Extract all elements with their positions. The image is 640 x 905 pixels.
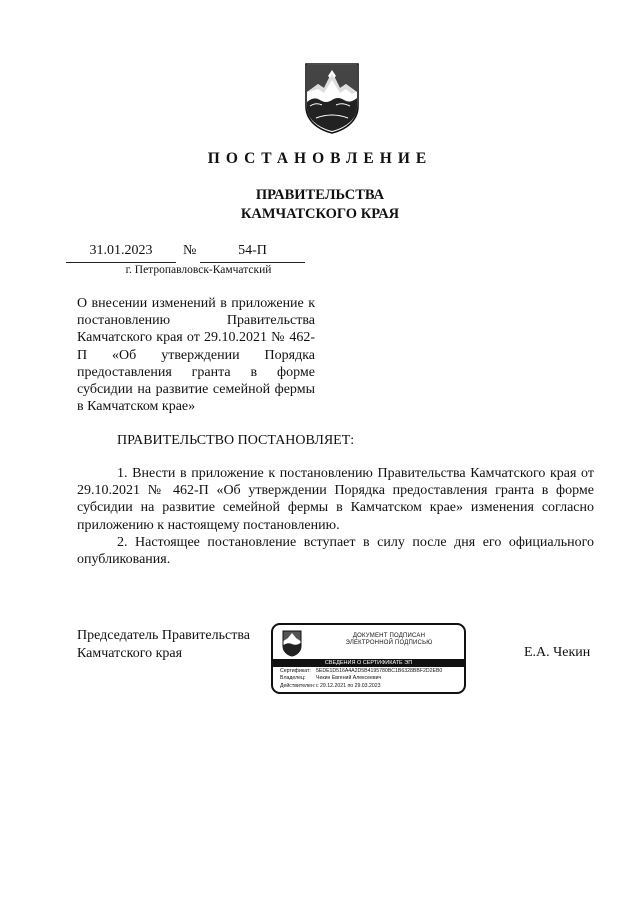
body-paragraph-1: 1. Внести в приложение к постановлению Правительства Камчатского края от 29.10.2021 № 462-П «Об утверждении Порядка предоставления гранта в форме субсидии на развитие семейной фермы в Камчатском крае» изменения согласно приложению к настоящему постановлению. [77, 466, 594, 533]
document-number: 54-П [238, 243, 267, 258]
stamp-heading [319, 633, 459, 647]
electronic-signature-stamp [271, 623, 466, 694]
stamp-row-certificate [280, 668, 462, 675]
stamp-heading-line-2: ЭЛЕКТРОННОЙ ПОДПИСЬЮ [345, 640, 433, 647]
document-date: 31.01.2023 [89, 243, 153, 258]
document-body [77, 465, 594, 568]
issuer-line-1: ПРАВИТЕЛЬСТВА [255, 187, 385, 203]
date-underline [66, 262, 176, 263]
issuer-line-2: КАМЧАТСКОГО КРАЯ [240, 206, 400, 222]
kamchatka-emblem-icon [281, 630, 303, 657]
signatory-name: Е.А. Чекин [524, 645, 591, 660]
stamp-row-validity [280, 683, 462, 690]
stamp-row-owner [280, 675, 462, 682]
stamp-cert-value: 5EDE1D516A4A2D5B4195780BC1B6328BBF2D2EB0 [316, 668, 443, 674]
stamp-cert-label: Сертификат: [280, 668, 311, 674]
number-underline [200, 262, 305, 263]
body-paragraph-2: 2. Настоящее постановление вступает в силу после дня его официального опубликования. [77, 534, 594, 568]
city-label: г. Петропавловск-Камчатский [125, 264, 272, 276]
stamp-details [280, 668, 462, 690]
resolves-heading: ПРАВИТЕЛЬСТВО ПОСТАНОВЛЯЕТ: [117, 433, 355, 448]
stamp-owner-value: Чекин Евгений Алексеевич [316, 675, 382, 682]
document-type-title: ПОСТАНОВЛЕНИЕ [207, 150, 433, 167]
document-subject: О внесении изменений в приложение к постановлению Правительства Камчатского края от 29.10.2021 № 462-П «Об утверждении Порядка предоставления гранта в форме субсидии на развитие семейной фермы в Камчатском крае» [77, 296, 315, 415]
issuer-block [0, 186, 640, 224]
stamp-certificate-bar: СВЕДЕНИЯ О СЕРТИФИКАТЕ ЭП [273, 659, 464, 667]
stamp-valid-value: с 29.12.2021 по 29.03.2023 [316, 682, 381, 689]
kamchatka-emblem-icon [302, 62, 362, 134]
signatory-title-line-1: Председатель Правительства [77, 628, 250, 643]
number-sign: № [183, 243, 197, 258]
stamp-valid-label: Действителен: [280, 682, 316, 689]
stamp-owner-label: Владелец: [280, 675, 306, 682]
signatory-title-line-2: Камчатского края [77, 646, 183, 661]
stamp-heading-line-1: ДОКУМЕНТ ПОДПИСАН [352, 633, 426, 639]
signatory-title [77, 627, 250, 663]
